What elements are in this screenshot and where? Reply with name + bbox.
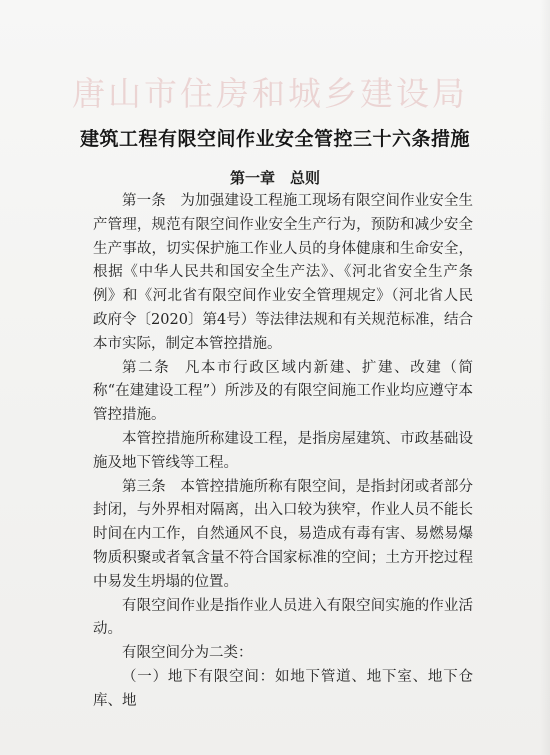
article-text: 有限空间作业是指作业人员进入有限空间实施的作业活动。 — [93, 597, 473, 638]
article-3-list-item — [93, 666, 473, 714]
article-text: 本管控措施所称建设工程，是指房屋建筑、市政基础设施及地下管线等工程。 — [93, 430, 473, 471]
article-2-paragraph — [93, 357, 473, 428]
article-1-paragraph — [93, 190, 473, 357]
article-2-continuation — [93, 428, 473, 476]
article-text: 凡本市行政区域内新建、扩建、改建（简称“在建建设工程”）所涉及的有限空间施工作业均应遵守本管控措施。 — [93, 359, 474, 424]
article-label: 第二条 — [122, 359, 171, 376]
article-text: 本管控措施所称有限空间，是指封闭或者部分封闭，与外界相对隔离，出入口较为狭窄，作业人员不能长时间在内工作，自然通风不良，易造成有毒有害、易燃易爆物质积聚或者氧含量不符合国家标准的空间；土方开挖过程中易发生坍塌的位置。 — [93, 478, 474, 590]
article-3-continuation — [93, 642, 473, 666]
chapter-heading: 第一章 总则 — [229, 169, 320, 187]
watermark-seal-text: 唐山市住房和城乡建设局 — [72, 74, 468, 113]
document-title: 建筑工程有限空间作业安全管控三十六条措施 — [79, 128, 470, 150]
document-body — [93, 190, 473, 714]
article-label: 第三条 — [122, 478, 166, 495]
page-edge — [540, 0, 550, 755]
article-label: 第一条 — [122, 193, 166, 209]
article-3-paragraph — [93, 476, 473, 595]
article-text: （一）地下有限空间：如地下管道、地下室、地下仓库、地 — [93, 668, 473, 709]
article-3-continuation — [93, 595, 473, 643]
article-text: 为加强建设工程施工现场有限空间作业安全生产管理，规范有限空间作业安全生产行为，预防和减少安全生产事故，切实保护施工作业人员的身体健康和生命安全，根据《中华人民共和国安全生产法》、《河北省安全生产条例》和《河北省有限空间作业安全管理规定》（河北省人民政府令〔2020〕第4号）等法律法规和有关规范标准，结合本市实际，制定本管控措施。 — [93, 193, 474, 352]
article-text: 有限空间分为二类： — [122, 645, 253, 662]
